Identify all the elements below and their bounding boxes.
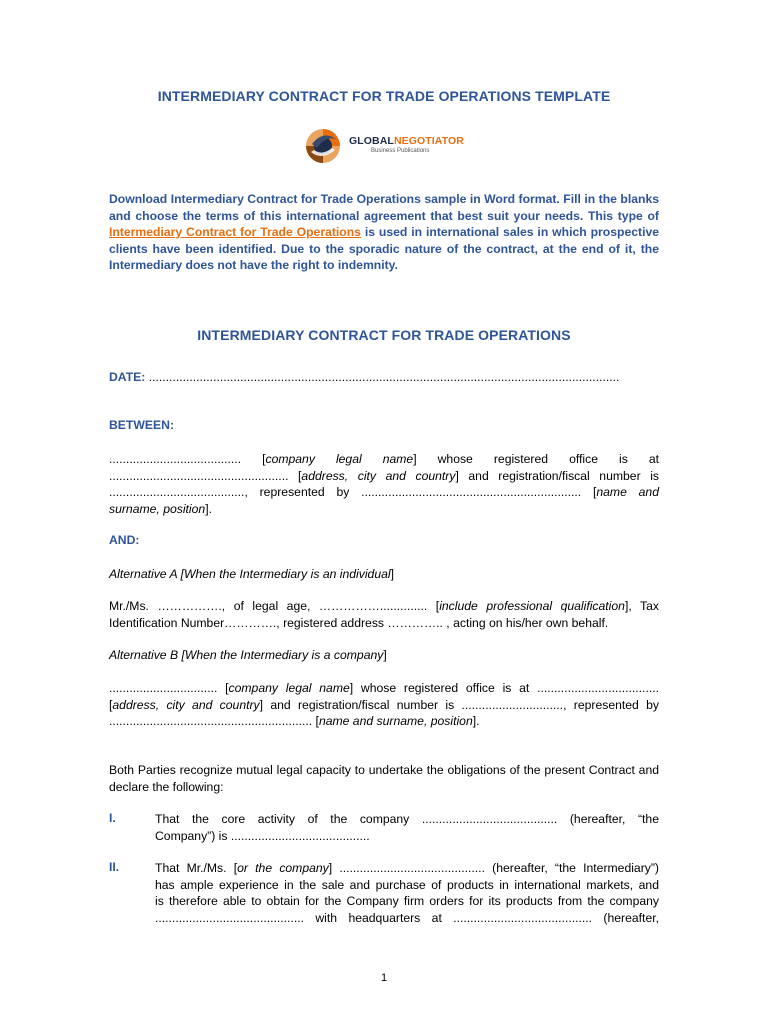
alt-b-text: ] <box>383 648 387 662</box>
alt-a-body-text: Mr./Ms. ……………., of legal age, …………….............. [ <box>109 599 440 613</box>
and-label: AND: <box>109 533 140 547</box>
clause-2-placeholder: or the company <box>237 861 329 875</box>
intro-text-before: Download Intermediary Contract for Trade Operations sample in Word format. Fill in the blanks and choose the terms of this international agreement that best suit your needs. This type of <box>109 192 659 223</box>
logo-name-part2: NEGOTIATOR <box>393 135 464 147</box>
contract-title: INTERMEDIARY CONTRACT FOR TRADE OPERATIONS <box>197 327 571 343</box>
alt-b-placeholder: name and surname, position <box>318 714 473 728</box>
alt-a-line-1 <box>109 598 659 615</box>
party-1-paragraph <box>109 451 659 517</box>
alt-a-body-text: ], Tax <box>624 599 659 613</box>
global-negotiator-logo <box>303 126 473 166</box>
clause-1-text <box>155 811 659 844</box>
intro-text-after: is used in international sales in which prospective clients have been identified. Due to the sporadic nature of the contract, at the end of it, the Intermediary does not have the right to indemnity. <box>109 225 660 272</box>
party-1-placeholder: surname, position <box>109 501 206 516</box>
party-1-line-2 <box>109 468 659 485</box>
alt-b-placeholder: address, city and country <box>112 697 260 712</box>
alt-a-text: Alternative A [ <box>109 567 184 581</box>
document-main-title: INTERMEDIARY CONTRACT FOR TRADE OPERATIONS TEMPLATE <box>157 88 611 104</box>
alternative-b-paragraph <box>109 680 659 730</box>
clause-2-line-2: has ample experience in the sale and purchase of products in international markets, and <box>155 877 659 892</box>
party-1-text: ] and registration/fiscal number is <box>455 468 659 483</box>
logo-name <box>349 135 464 147</box>
clause-1-line-1: That the core activity of the company ........................................ (hereafter, “the <box>155 812 659 826</box>
alt-b-text: Alternative B [ <box>109 648 185 662</box>
intro-contract-link[interactable]: Intermediary Contract for Trade Operations <box>109 225 361 239</box>
alt-b-line-3 <box>109 713 659 730</box>
alternative-b-heading <box>109 647 659 664</box>
party-1-text: ..................................................... [ <box>109 468 302 483</box>
clause-2-line-4: ............................................ with headquarters at ......................................... (hereafter, <box>155 910 659 925</box>
alt-b-body-text: [ <box>109 697 113 712</box>
clause-2-line-3: is therefore able to obtain for the Company firm orders for its products from the company <box>155 894 659 908</box>
party-1-placeholder: name and <box>596 485 659 499</box>
alt-a-condition: When the Intermediary is an individual <box>183 567 391 581</box>
party-1-text: ....................................... [ <box>109 452 266 466</box>
page-number: 1 <box>380 972 388 984</box>
clause-2-line-1 <box>155 860 659 877</box>
intro-paragraph <box>109 191 659 274</box>
alt-b-line-2 <box>109 697 659 714</box>
date-line <box>109 370 619 384</box>
between-label: BETWEEN: <box>109 418 174 432</box>
alt-a-line-2: Identification Number…………., registered address ………….. , acting on his/her own behalf. <box>109 615 609 630</box>
alt-b-line-1 <box>109 680 659 697</box>
party-1-text: ] whose registered office is at <box>413 452 659 466</box>
recognition-paragraph: Both Parties recognize mutual legal capacity to undertake the obligations of the present Contract and declare the following: <box>109 763 659 794</box>
alt-b-body-text: ............................................................ [ <box>109 714 319 728</box>
clause-2-number: II. <box>109 860 120 874</box>
alternative-a-heading <box>109 566 659 583</box>
party-1-placeholder: address, city and country <box>301 468 456 483</box>
party-1-line-1 <box>109 451 659 468</box>
party-1-line-4 <box>109 501 659 518</box>
alt-b-condition: When the Intermediary is a company <box>184 648 384 662</box>
alt-a-placeholder: include professional qualification <box>439 599 625 613</box>
date-label: DATE: <box>109 370 146 384</box>
party-1-text: ........................................, represented by ................................................................. [ <box>109 485 597 499</box>
alt-a-text: ] <box>390 567 394 581</box>
party-1-line-3 <box>109 484 659 501</box>
clause-1-number: I. <box>109 811 116 825</box>
clause-2-text <box>155 860 659 926</box>
globe-logo-icon <box>303 126 343 166</box>
alt-b-body-text: ] whose registered office is at .................................... <box>349 681 659 695</box>
alt-b-placeholder: company legal name <box>228 681 350 695</box>
clause-2-text-part: That Mr./Ms. [ <box>155 861 238 875</box>
clause-2-text-part: ] ........................................... (hereafter, “the Intermediary”) <box>328 861 659 875</box>
clause-1-line-2: Company”) is ......................................... <box>155 828 370 843</box>
alt-b-body-text: ] and registration/fiscal number is .............................., represented by <box>259 697 659 712</box>
logo-tagline: Business Publications <box>371 148 430 154</box>
party-1-text: ]. <box>205 501 212 516</box>
date-blank: ........................................................................................................................................... <box>145 370 620 384</box>
alternative-a-paragraph <box>109 598 659 631</box>
logo-name-part1: GLOBAL <box>349 135 394 147</box>
party-1-placeholder: company legal name <box>265 452 414 466</box>
alt-b-body-text: ................................ [ <box>109 681 229 695</box>
alt-b-body-text: ]. <box>472 714 480 728</box>
